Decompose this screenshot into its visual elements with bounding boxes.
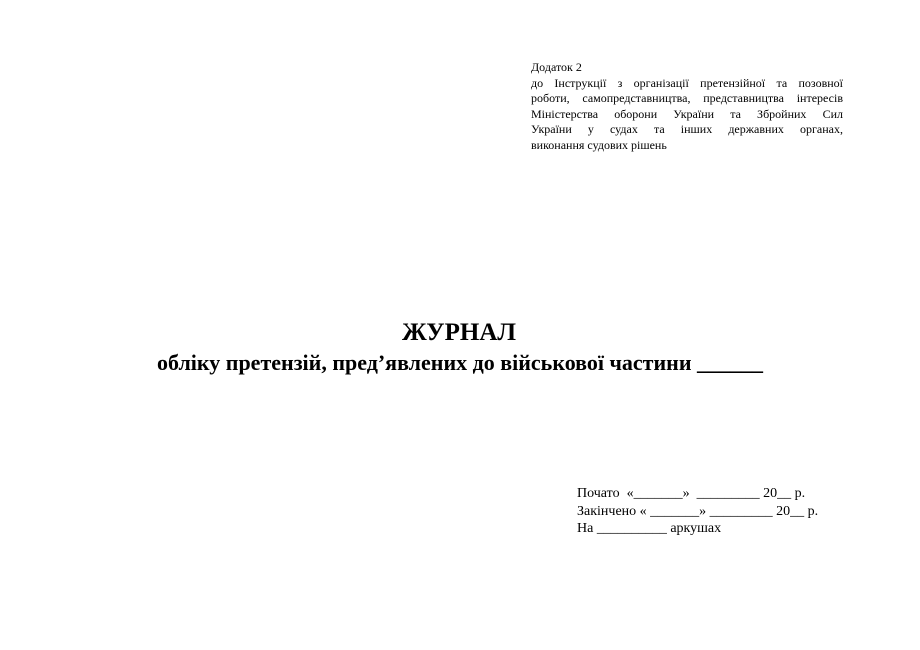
appendix-line-5: виконання судових рішень [531, 137, 667, 152]
journal-meta [577, 485, 818, 538]
appendix-line-3: Міністерства оборони України та Збройних Сил [531, 106, 843, 121]
title-main: ЖУРНАЛ [401, 319, 517, 346]
title-subtitle: обліку претензій, пред’явлених до військової частини ______ [157, 350, 763, 375]
appendix-note [531, 60, 843, 153]
appendix-heading: Додаток 2 [531, 60, 582, 74]
appendix-line-4: України у судах та інших державних органах, [531, 122, 843, 136]
journal-title [0, 318, 920, 378]
appendix-line-2: роботи, самопредставництва, представництва інтересів [531, 91, 843, 105]
appendix-line-1: до Інструкції з організації претензійної та позовної [531, 75, 843, 90]
finished-date-line: Закінчено « _______» _________ 20__ р. [577, 503, 819, 519]
sheets-count-line: На __________ аркушах [577, 521, 722, 536]
started-date-line: Почато «_______» _________ 20__ р. [577, 486, 806, 501]
